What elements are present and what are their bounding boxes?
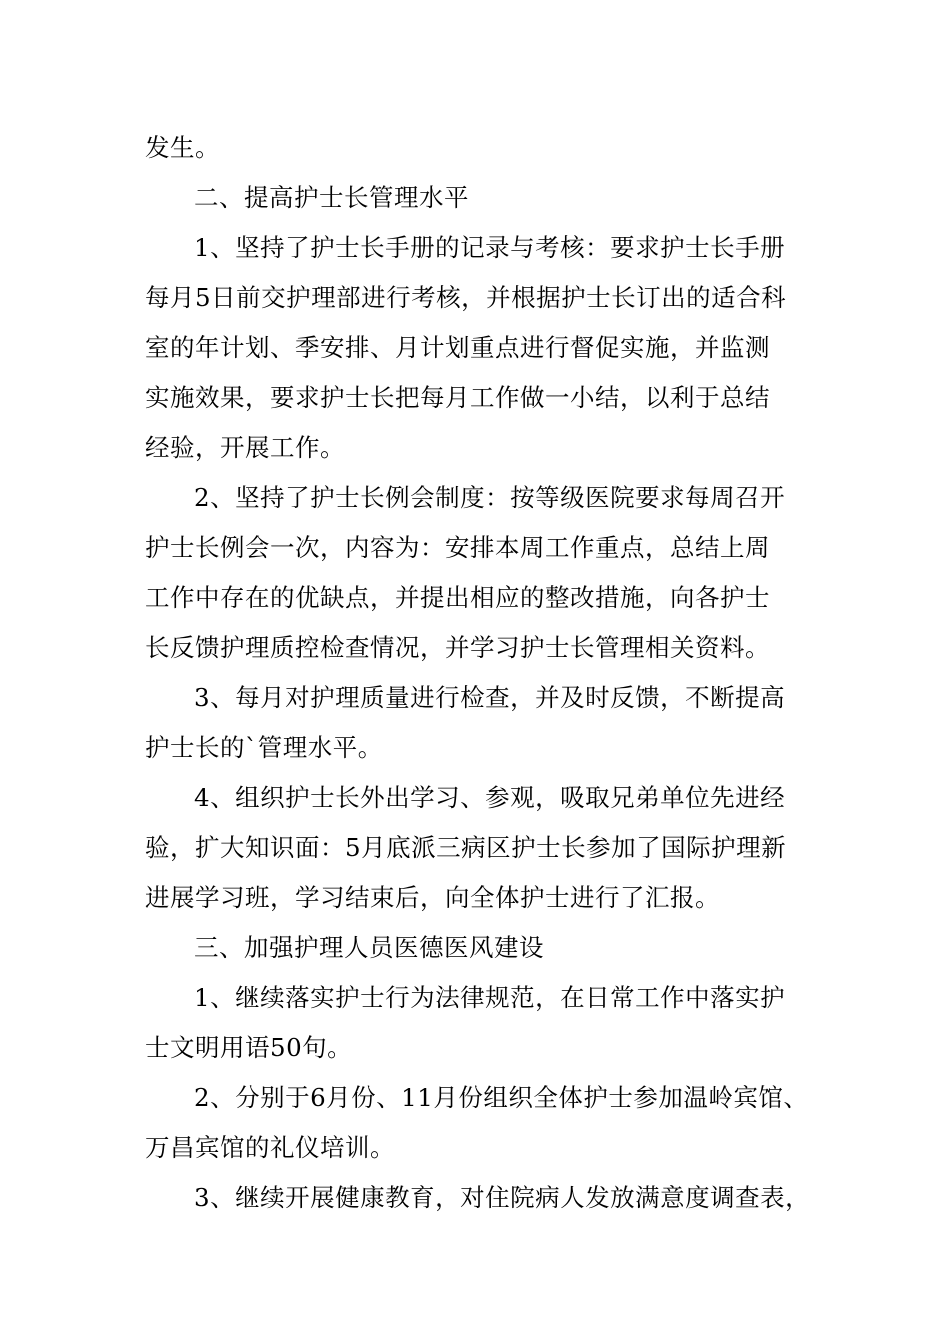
text-line: 实施效果，要求护士长把每月工作做一小结，以利于总结 — [145, 383, 770, 412]
text-line: 士文明用语50句。 — [145, 1033, 353, 1062]
text-line: 1、继续落实护士行为法律规范，在日常工作中落实护 — [194, 983, 786, 1012]
text-line: 护士长的`管理水平。 — [145, 733, 383, 762]
section-heading: 二、提高护士长管理水平 — [194, 183, 469, 212]
text-line: 4、组织护士长外出学习、参观，吸取兄弟单位先进经 — [194, 783, 786, 812]
text-line: 3、继续开展健康教育，对住院病人发放满意度调查表， — [194, 1183, 811, 1212]
text-line: 2、坚持了护士长例会制度：按等级医院要求每周召开 — [194, 483, 786, 512]
text-line: 进展学习班，学习结束后，向全体护士进行了汇报。 — [145, 883, 720, 912]
text-line: 万昌宾馆的礼仪培训。 — [145, 1133, 395, 1162]
text-line: 经验，开展工作。 — [145, 433, 345, 462]
text-line: 验，扩大知识面：5月底派三病区护士长参加了国际护理新 — [145, 833, 787, 862]
text-line: 1、坚持了护士长手册的记录与考核：要求护士长手册 — [194, 233, 786, 262]
text-line: 3、每月对护理质量进行检查，并及时反馈，不断提高 — [194, 683, 786, 712]
text-line: 2、分别于6月份、11月份组织全体护士参加温岭宾馆、 — [194, 1083, 809, 1112]
text-line: 每月5日前交护理部进行考核，并根据护士长订出的适合科 — [145, 283, 787, 312]
text-line: 长反馈护理质控检查情况，并学习护士长管理相关资料。 — [145, 633, 770, 662]
text-line: 发生。 — [145, 133, 220, 162]
text-line: 护士长例会一次，内容为：安排本周工作重点，总结上周 — [145, 533, 770, 562]
text-line: 工作中存在的优缺点，并提出相应的整改措施，向各护士 — [145, 583, 770, 612]
section-heading: 三、加强护理人员医德医风建设 — [194, 933, 544, 962]
text-line: 室的年计划、季安排、月计划重点进行督促实施，并监测 — [145, 333, 770, 362]
